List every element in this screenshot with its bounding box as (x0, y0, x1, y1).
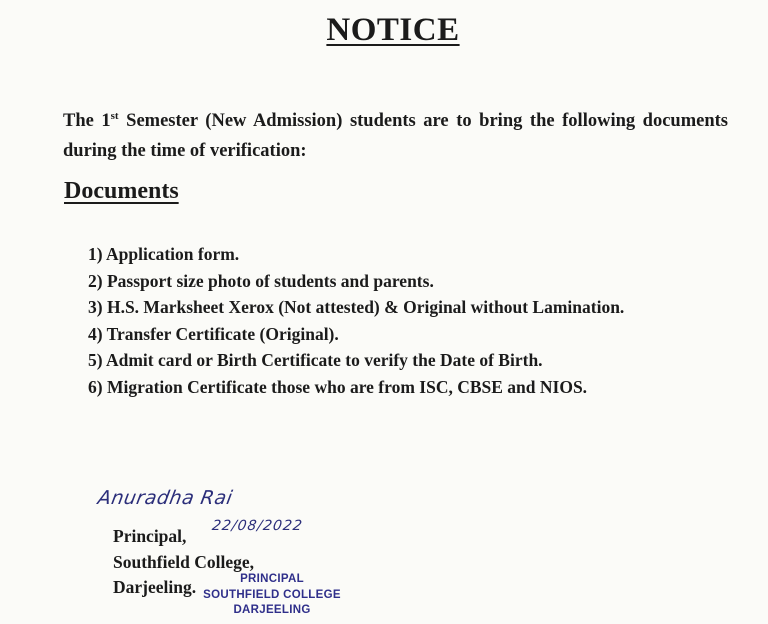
documents-heading: Documents (64, 178, 179, 204)
document-item: 3) H.S. Marksheet Xerox (Not attested) & Original without Lamination. (88, 297, 625, 318)
documents-list (88, 241, 624, 401)
intro-text: Semester (New Admission) students are to bring the following documents during the time of verification: (63, 111, 728, 161)
signatory-location: Darjeeling. (113, 577, 197, 597)
document-item: 2) Passport size photo of students and parents. (88, 270, 434, 291)
signatory-title: Principal, (113, 526, 187, 546)
document-item: 4) Transfer Certificate (Original). (88, 323, 339, 344)
stamp-line: PRINCIPAL (240, 573, 304, 585)
stamp-line: SOUTHFIELD COLLEGE (203, 588, 341, 601)
intro-prefix: The 1 (63, 111, 111, 131)
signatory-institution: Southfield College, (113, 551, 254, 572)
document-item: 5) Admit card or Birth Certificate to verify the Date of Birth. (88, 350, 543, 371)
official-stamp (196, 572, 348, 619)
intro-ordinal-suffix: st (110, 110, 119, 122)
handwritten-signature: Anuradha Rai (96, 487, 235, 509)
intro-paragraph (63, 106, 728, 166)
notice-title: NOTICE (326, 12, 460, 48)
document-item: 6) Migration Certificate those who are from ISC, CBSE and NIOS. (88, 376, 588, 397)
stamp-line: DARJEELING (233, 604, 311, 616)
handwritten-date: 22/08/2022 (210, 518, 304, 534)
document-item: 1) Application form. (88, 244, 240, 264)
